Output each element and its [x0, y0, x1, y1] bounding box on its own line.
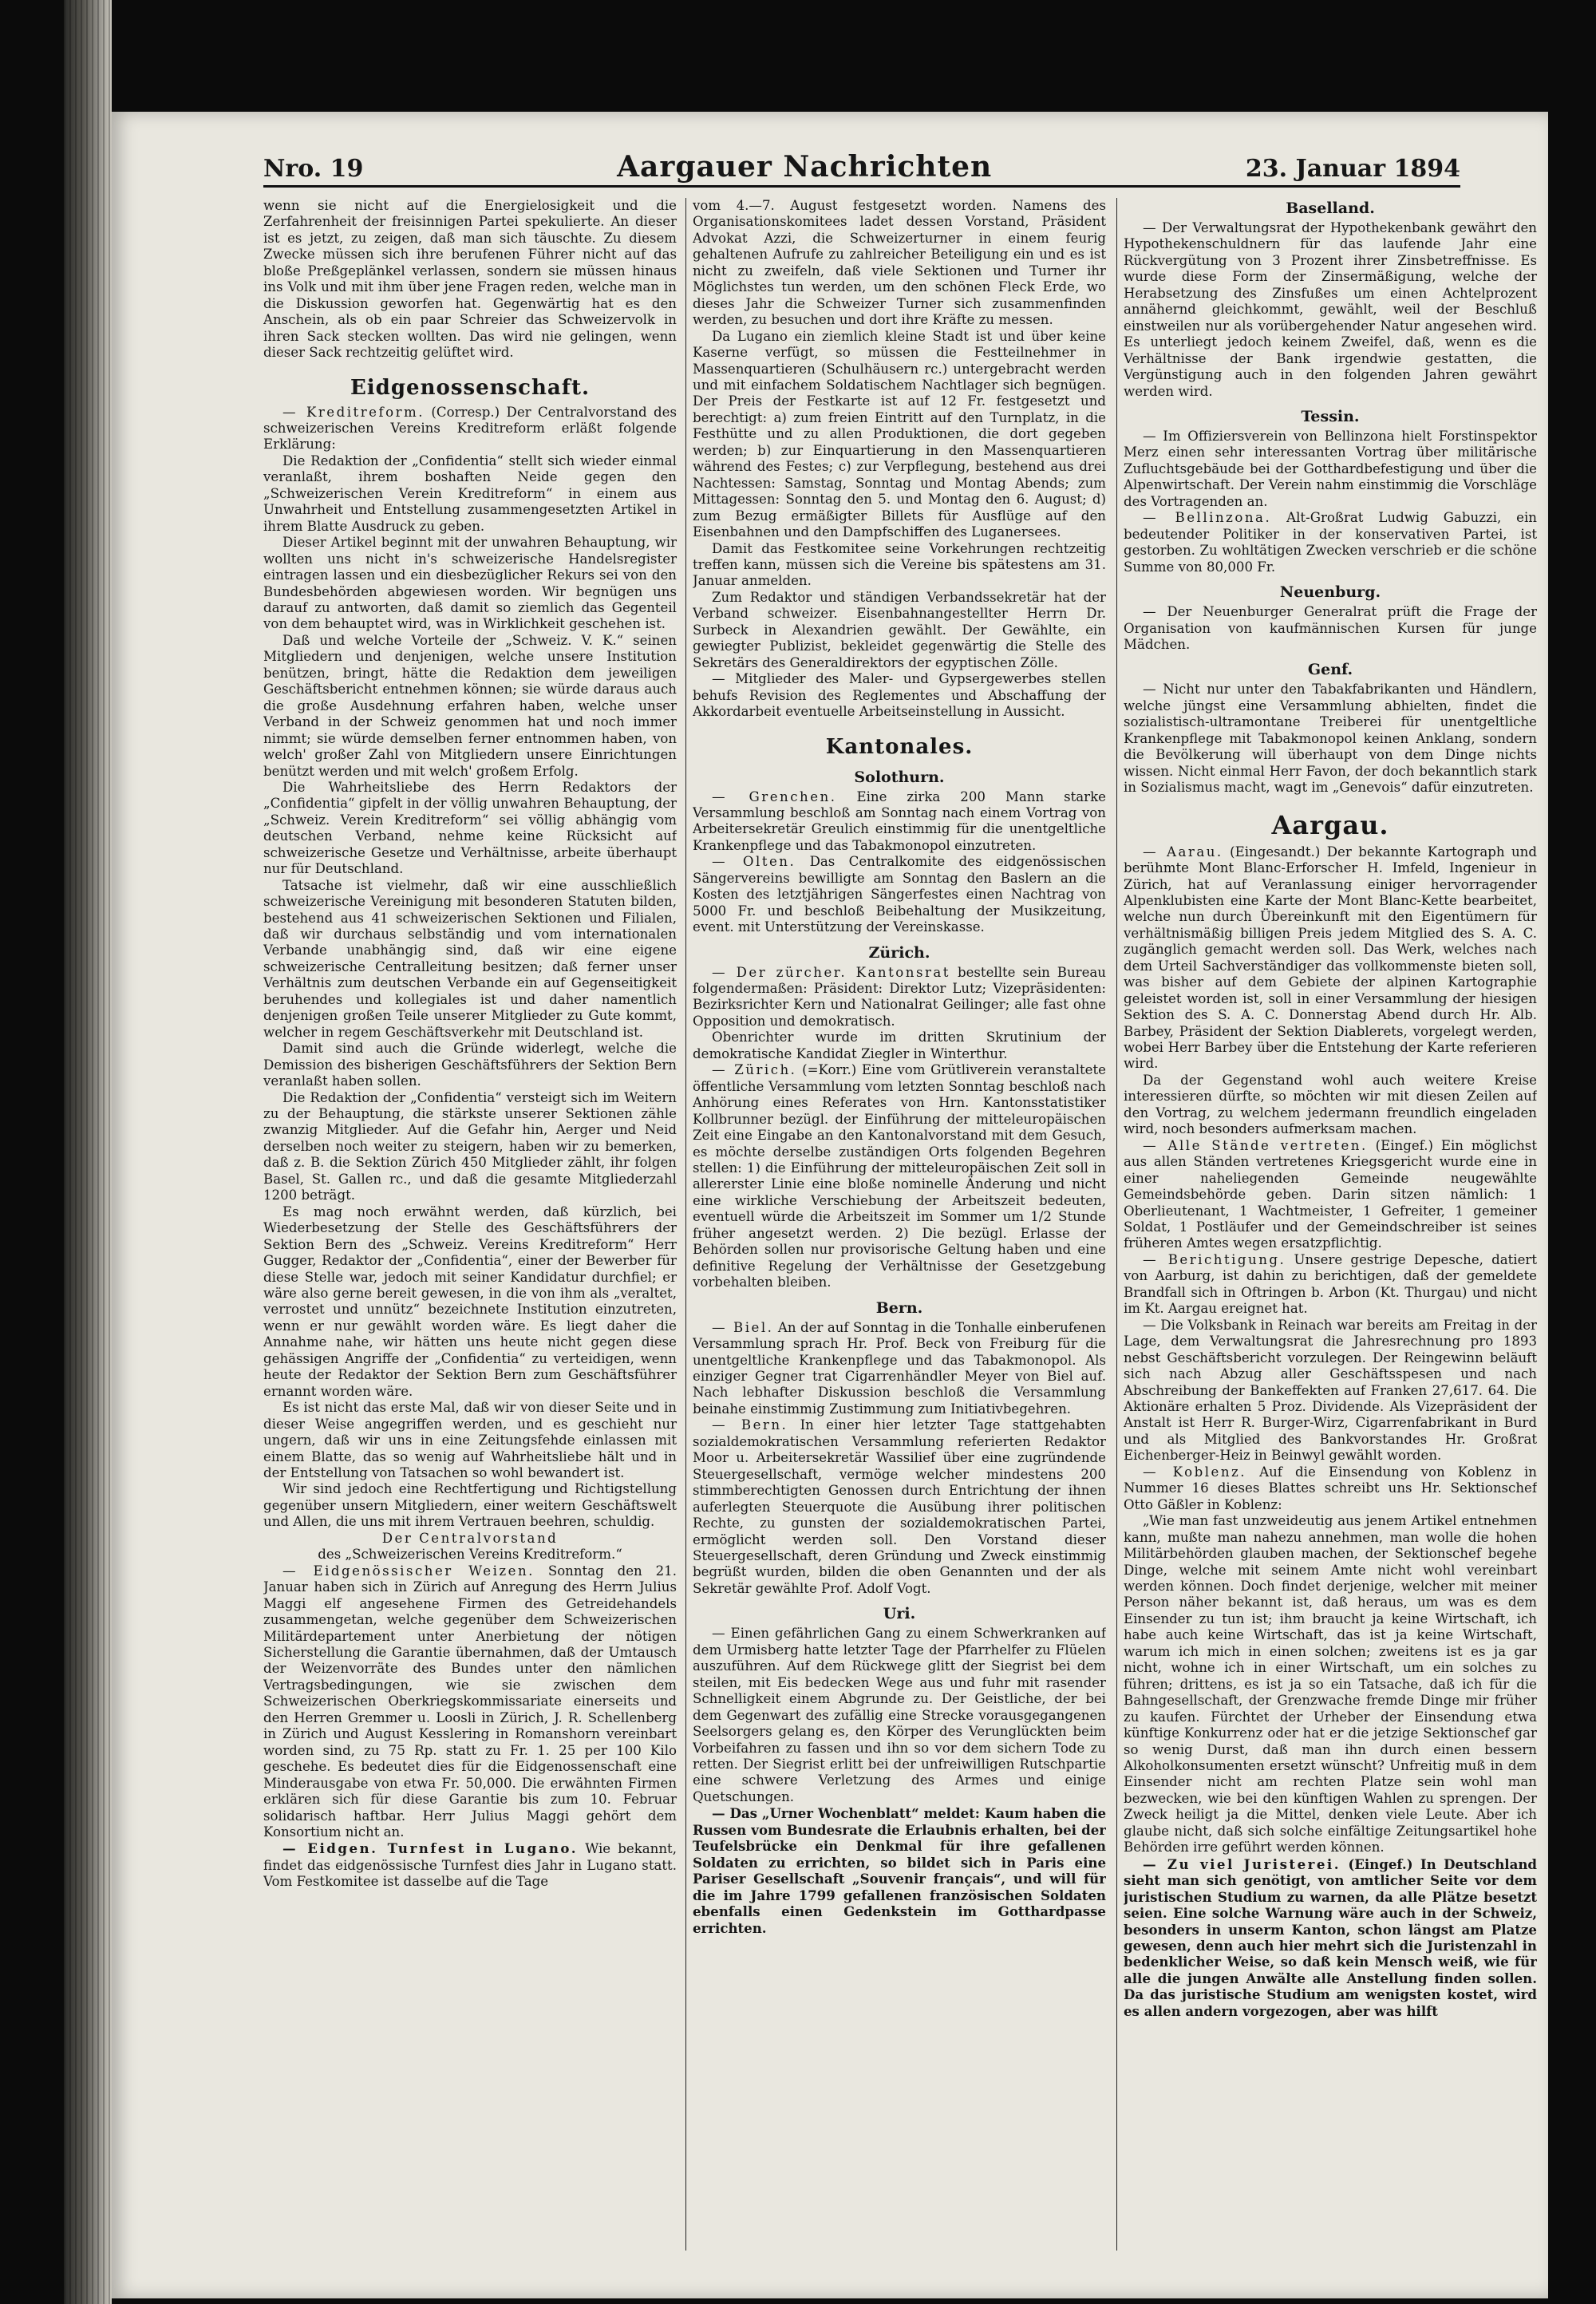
paragraph: — Der zürcher. Kantonsrat bestellte sein Bureau folgendermaßen: Präsident: Direktor Lutz; Vizepräsidenten: Bezirksrichter Kern und Nationalrat Geilinger; alle fast ohne Opposition und demokratisch. — [693, 964, 1106, 1029]
paragraph: — Die Volksbank in Reinach war bereits am Freitag in der Lage, dem Verwaltungsrat die Jahresrechnung pro 1893 nebst Geschäftsbericht vorzulegen. Der Reingewinn beläuft sich nach Abzug aller Geschäftsspesen und nach Abschreibung der Bankeffekten auf Franken 27,617. 64. Die Aktionäre erhalten 5 Proz. Dividende. Als Vizepräsident der Anstalt ist Herr R. Burger-Wirz, Cigarrenfabrikant in Burd und als Mitglied des Bankvorstandes Hr. Großrat Eichenberger-Heiz in Beinwyl gewählt worden. — [1124, 1317, 1537, 1464]
subheading-genf: Genf. — [1307, 661, 1353, 679]
paragraph: — Olten. Das Centralkomite des eidgenössischen Sängervereins bewilligte am Sonntag den Baslern an die Kosten des letztjährigen Sängerfestes einen Nachtrag von 5000 Fr. und beschloß Beibehaltung der Musikzeitung, event. mit Unterstützung der Vereinskasse. — [693, 854, 1106, 935]
subheading-bern: Bern. — [875, 1298, 923, 1317]
paragraph: Dieser Artikel beginnt mit der unwahren Behauptung, wir wollten uns nicht in's schweizerische Handelsregister eintragen lassen und ein diesbezüglicher Rekurs sei von den Bundesbehörden abgewiesen worden. Wir begnügen uns darauf zu antworten, daß damit so ziemlich das Gegenteil von dem behauptet wird, was in Wirklichkeit geschehen ist. — [263, 535, 677, 632]
subheading-neuenburg: Neuenburg. — [1279, 583, 1381, 602]
header-rule — [263, 185, 1460, 188]
paragraph: — Biel. An der auf Sonntag in die Tonhalle einberufenen Versammlung sprach Hr. Prof. Beck von Freiburg für die unentgeltliche Krankenpflege und das Tabakmonopol. Als einziger Gegner trat Cigarrenhändler Meyer von Biel auf. Nach lebhafter Diskussion beschloß die Versammlung beinahe einstimmig Zustimmung zum Initiativbegehren. — [693, 1319, 1106, 1417]
paragraph: „Wie man fast unzweideutig aus jenem Artikel entnehmen kann, mußte man nahezu annehmen, man wolle die hohen Militärbehörden glauben machen, der Sektionschef begehe Dinge, welche mit seinem Amte nicht wohl vereinbart werden können. Doch findet derjenige, welcher mit meiner Person näher bekannt ist, daß heraus, um was es dem Einsender zu tun ist; ihm braucht ja keine Wirtschaft, ich habe auch keine Wirtschaft, das ist ja keine Wirtschaft, warum ich mich in einen solchen; zweitens ist es ja gar nicht, wohne ich in einer Wirtschaft, um ein solches zu führen; drittens, es ist ja so ein Tatsache, daß ich für die Bahngesellschaft, der Grenzwache fremde Dinge mir früher zu kaufen. Fürchtet der Urheber der Einsendung etwa künftige Konkurrenz oder hat er die jetzige Sektionschef gar so wenig Durst, daß man ihn durch einen bessern Alkoholkonsumenten ersetzt wünscht? Unfreitig muß in dem Einsender nicht am rechten Platze sein wohl man bezwecken, wie bei den künftigen Wahlen zu sprengen. Der Zweck heiligt ja die Mittel, denken viele Leute. Aber ich glaube nicht, daß sich solche einfältige Zeitungsartikel hohe Behörden irre geführt werden können. — [1124, 1513, 1537, 1855]
paragraph: — Berichtigung. Unsere gestrige Depesche, datiert von Aarburg, ist dahin zu berichtigen, daß der gemeldete Brandfall sich in Oftringen b. Arbon (Kt. Thurgau) und nicht im Kt. Aargau ereignet hat. — [1124, 1251, 1537, 1317]
paragraph: Da Lugano ein ziemlich kleine Stadt ist und über keine Kaserne verfügt, so müssen die Festteilnehmer in Massenquartieren (Schulhäusern rc.) untergebracht werden und mit einfachem Soldatischem Nachtlager sich begnügen. Der Preis der Festkarte ist auf 12 Fr. festgesetzt und berechtigt: a) zum freien Eintritt auf den Turnplatz, in die Festhütte und zu allen Produktionen, die dort gegeben werden; b) zur Einquartierung in den Massenquartieren während des Festes; c) zur Verpflegung, bestehend aus drei Nachtessen: Samstag, Sonntag und Montag Abends; zum Mittagessen: Sonntag den 5. und Montag den 6. August; d) zum Bezug ermäßigter Billets für Ausflüge auf den Eisenbahnen und den Dampfschiffen des Luganersees. — [693, 328, 1106, 540]
scan-binding-edge — [64, 0, 112, 2304]
paragraph: wenn sie nicht auf die Energielosigkeit und die Zerfahrenheit der freisinnigen Partei spekulierte. An dieser ist es jetzt, zu zeigen, daß man sich täuschte. Zu diesem Zwecke müssen sich ihre berufenen Führer nicht auf das bloße Preßgeplänkel verlassen, sondern sie müssen hinaus ins Volk und mit ihm über jene Fragen reden, welche man in die Diskussion geworfen hat. Gegenwärtig hat es den Anschein, als ob ein paar Schreier das Schweizervolk in ihren Sack stecken wollten. Das wird nie gelingen, wenn dieser Sack rechtzeitig gelüftet wird. — [263, 198, 677, 361]
paragraph: — Kreditreform. (Corresp.) Der Centralvorstand des schweizerischen Vereins Kreditreform erläßt folgende Erklärung: — [263, 404, 677, 453]
paragraph: Damit sind auch die Gründe widerlegt, welche die Demission des bisherigen Geschäftsführers der Sektion Bern veranlaßt haben sollen. — [263, 1041, 677, 1089]
signature-line: Der Centralvorstand — [381, 1530, 559, 1546]
subheading-zuerich: Zürich. — [868, 943, 930, 962]
paragraph: — Alle Stände vertreten. (Eingef.) Ein möglichst aus allen Ständen vertretenes Kriegsgericht wurde eine in einer naheliegenden Gemeinde neugewählte Gemeindsbehörde geben. Darin sitzen nämlich: 1 Oberlieutenant, 1 Wachtmeister, 1 Gefreiter, 1 gemeiner Soldat, 1 Postläufer und der Gemeindschreiber ist seines früheren Amtes wegen ersatzpflichtig. — [1124, 1137, 1537, 1251]
subheading-uri: Uri. — [883, 1605, 916, 1623]
paragraph: Tatsache ist vielmehr, daß wir eine ausschließlich schweizerische Vereinigung mit besonderen Statuten bilden, bestehend aus 41 schweizerischen Sektionen und Filialen, daß wir durchaus selbständig und vom internationalen Verbande unabhängig sind, daß wir eine eigene schweizerische Centralleitung besitzen; daß ferner unser Verhältnis zum deutschen Verbande ein auf Gegenseitigkeit beruhendes und kollegiales ist und daher namentlich denjenigen großen Teile unserer Mitglieder zu Gute kommt, welcher in regem Geschäftsverkehr mit Deutschland ist. — [263, 877, 677, 1040]
paragraph: — Eidgenössischer Weizen. Sonntag den 21. Januar haben sich in Zürich auf Anregung des Herrn Julius Maggi elf angesehene Firmen des Getreidehandels zusammengetan, welche gegenüber dem Schweizerischen Militärdepartement unter Anerbietung der nötigen Sicherstellung die Garantie übernahmen, daß der Umtausch der Weizenvorräte des Bundes unter den nämlichen Vertragsbedingungen, wie sie zwischen dem Schweizerischen Oberkriegskommissariate einerseits und den Herren Gremmer u. Loosli in Zürich, J. R. Schellenberg in Zürich und August Kesslering in Romanshorn vereinbart worden sind, zu 75 Rp. statt zu Fr. 1. 25 per 100 Kilo geschehe. Es bedeutet dies für die Eidgenossenschaft eine Minderausgabe von etwa Fr. 50,000. Die erwähnten Firmen erklären sich für diese Garantie bis zum 10. Februar solidarisch haftbar. Herr Julius Maggi gehört dem Konsortium nicht an. — [263, 1563, 677, 1840]
paragraph: Daß und welche Vorteile der „Schweiz. V. K.“ seinen Mitgliedern und denjenigen, welche unsere Institution benützen, bringt, hätte die Redaktion dem jeweiligen Geschäftsbericht entnehmen können; sie würde daraus auch die große Ausdehnung erfahren haben, welche unser Verband in der Schweiz genommen hat und noch immer nimmt; sie würde demselben ferner entnommen haben, von welch' großer Zahl von Mitgliedern unsere Einrichtungen benützt werden und mit welch' großem Erfolg. — [263, 632, 677, 779]
paragraph: — Nicht nur unter den Tabakfabrikanten und Händlern, welche jüngst eine Versammlung abhielten, findet die sozialistisch-ultramontane Treiberei für unentgeltliche Krankenpflege mit Tabakmonopol keinen Anklang, sondern die Bevölkerung will überhaupt von dem Dinge nichts wissen. Nicht einmal Herr Favon, der doch bekanntlich stark in Sozialismus macht, wagt im „Genevois“ dafür einzutreten. — [1124, 682, 1537, 796]
paragraph: Die Redaktion der „Confidentia“ stellt sich wieder einmal veranlaßt, ihrem boshaften Neide gegen den „Schweizerischen Verein Kreditreform“ in einem aus Unwahrheit und Entstellung zusammengesetzten Artikel in ihrem Blatte Ausdruck zu geben. — [263, 453, 677, 534]
column-2 — [693, 198, 1106, 2251]
paragraph: Da der Gegenstand wohl auch weitere Kreise interessieren dürfte, so möchten wir mit diesen Zeilen auf den Vortrag, zu welchem jedermann freundlich eingeladen wird, noch besonders aufmerksam machen. — [1124, 1072, 1537, 1137]
paragraph: — Zürich. (=Korr.) Eine vom Grütliverein veranstaltete öffentliche Versammlung vom letzten Sonntag beschloß nach Anhörung eines Referates von Hrn. Kantonsstatistiker Kollbrunner bezügl. der Einführung der mitteleuropäischen Zeit eine Eingabe an den Kantonalvorstand mit dem Gesuch, es möchte derselbe zuständigen Orts folgenden Begehren stellen: 1) die Einführung der mitteleuropäischen Zeit soll in allererster Linie eine bloße nominelle Änderung und nicht eine wirkliche Verschiebung der Arbeitszeit bedeuten, eventuell würde die Arbeitszeit im Sommer um 1/2 Stunde früher angesetzt werden. 2) Die bezügl. Erlasse der Behörden sollen nur provisorische Geltung haben und eine definitive Regelung der Verhältnisse der Gesetzgebung vorbehalten bleiben. — [693, 1062, 1106, 1290]
paragraph: Es mag noch erwähnt werden, daß kürzlich, bei Wiederbesetzung der Stelle des Geschäftsführers der Sektion Bern des „Schweiz. Vereins Kreditreform“ Herr Gugger, Redaktor der „Confidentia“, einer der Bewerber für diese Stelle war, jedoch mit seiner Kandidatur durchfiel; er wäre also gerne bereit gewesen, in die von ihm als „veraltet, verrostet und unnütz“ bezeichnete Institution einzutreten, wenn er nur gewählt worden wäre. Es liegt daher die Annahme nahe, wir hätten uns heute nicht gegen diese gehässigen Angriffe der „Confidentia“ zu verteidigen, wenn heute der Redaktor der Sektion Bern zum Geschäftsführer ernannt worden wäre. — [263, 1203, 677, 1399]
newspaper-page — [112, 112, 1548, 2298]
column-3 — [1124, 198, 1537, 2251]
paragraph: — Mitglieder des Maler- und Gypsergewerbes stellen behufs Revision des Reglementes und Abschaffung der Akkordarbeit eventuelle Arbeitseinstellung in Aussicht. — [693, 671, 1106, 720]
paragraph: — Grenchen. Eine zirka 200 Mann starke Versammlung beschloß am Sonntag nach einem Vortrag von Arbeitersekretär Greulich einstimmig für die unentgeltliche Krankenpflege und das Tabakmonopol einzutreten. — [693, 788, 1106, 853]
paragraph: — Bern. In einer hier letzter Tage stattgehabten sozialdemokratischen Versammlung referierten Redaktor Moor u. Arbeitersekretär Wassilief über eine zugründende Steuergesellschaft, vermöge welcher mindestens 200 stimmberechtigten Genossen durch Entrichtung der ihnen auferlegten Steuerquote die Ausübung ihrer politischen Rechte, zu gunsten der sozialdemokratischen Partei, ermöglicht werden soll. Den Vorstand dieser Steuergesellschaft, deren Gründung und Zweck einstimmig begrüßt wurden, bilden die oben Genannten und der als Sekretär gewählte Prof. Adolf Vogt. — [693, 1417, 1106, 1596]
paragraph: — Zu viel Juristerei. (Eingef.) In Deutschland sieht man sich genötigt, von amtlicher Seite vor dem juristischen Studium zu warnen, da alle Plätze besetzt seien. Eine solche Warnung wäre auch in der Schweiz, besonders in unserm Kanton, schon längst am Platze gewesen, denn auch hier mehrt sich die Juristenzahl in bedenklicher Weise, so daß kein Mensch weiß, wie für alle die jungen Anwälte alle Anstellung finden sollen. Da das juristische Studium am wenigsten kostet, wird es allen andern vorgezogen, aber was hilft — [1124, 1855, 1537, 2019]
paragraph: — Das „Urner Wochenblatt“ meldet: Kaum haben die Russen vom Bundesrate die Erlaubnis erhalten, bei der Teufelsbrücke ein Denkmal für ihre gefallenen Soldaten zu errichten, so bildet sich in Paris eine Pariser Gesellschaft „Souvenir français“, und will für die im Jahre 1799 gefallenen französischen Soldaten ebenfalls einen Gedenkstein im Gotthardpasse errichten. — [693, 1805, 1106, 1936]
paragraph: Obenrichter wurde im dritten Skrutinium der demokratische Kandidat Ziegler in Winterthur. — [693, 1029, 1106, 1061]
paragraph: — Der Neuenburger Generalrat prüft die Frage der Organisation von kaufmännischen Kursen für junge Mädchen. — [1124, 604, 1537, 652]
paragraph: — Aarau. (Eingesandt.) Der bekannte Kartograph und berühmte Mont Blanc-Erforscher H. Imfeld, Ingenieur in Zürich, hat auf Veranlassung einiger hervorragender Alpenklubisten eine Karte der Mont Blanc-Kette bearbeitet, welche nun durch Übereinkunft mit den Eigentümern für verhältnismäßig billigen Preis jedem Mitglied des S. A. C. zugänglich gemacht werden soll. Das Werk, welches nach dem Urteil Sachverständiger das vollkommenste bieten soll, was bisher auf dem Gebiete der alpinen Kartographie geleistet worden ist, soll in einer Versammlung der hiesigen Sektion des S. A. C. Donnerstag Abend durch Hr. Alb. Barbey, Präsident der Sektion Diablerets, vorgelegt werden, wobei Herr Barbey über die Entstehung der Karte referieren wird. — [1124, 844, 1537, 1072]
paragraph: — Eidgen. Turnfest in Lugano. Wie bekannt, findet das eidgenössische Turnfest dies Jahr in Lugano statt. Vom Festkomitee ist dasselbe auf die Tage — [263, 1840, 677, 1890]
subheading-solothurn: Solothurn. — [854, 768, 945, 786]
paragraph: — Koblenz. Auf die Einsendung von Koblenz in Nummer 16 dieses Blattes schreibt uns Hr. Sektionschef Otto Gäßler in Koblenz: — [1124, 1464, 1537, 1512]
section-heading-kantonales: Kantonales. — [825, 734, 974, 759]
newspaper-title: Aargauer Nachrichten — [617, 150, 993, 184]
paragraph: Die Wahrheitsliebe des Herrn Redaktors der „Confidentia“ gipfelt in der völlig unwahren Behauptung, der „Schweiz. Verein Kreditreform“ sei völlig abhängig vom deutschen Verband, nehme keine Rücksicht auf schweizerische Gesetze und Verhältnisse, arbeite überhaupt nur für Deutschland. — [263, 779, 677, 877]
paragraph: — Im Offiziersverein von Bellinzona hielt Forstinspektor Merz einen sehr interessanten Vortrag über militärische Zufluchtsgebäude bei der Gotthardbefestigung und über die Alpenwirtschaft. Der Verein nahm einstimmig die Vorschläge des Vortragenden an. — [1124, 428, 1537, 509]
paragraph: Zum Redaktor und ständigen Verbandssekretär hat der Verband schweizer. Eisenbahnangestellter Herrn Dr. Surbeck in Alexandrien gewählt. Der Gewählte, ein gewiegter Publizist, bekleidet gegenwärtig die Stelle des Sekretärs des Generaldirektors der egyptischen Zölle. — [693, 589, 1106, 670]
column-divider-1 — [685, 198, 686, 2251]
paragraph: Die Redaktion der „Confidentia“ versteigt sich im Weitern zu der Behauptung, die stärkste unserer Sektionen zähle zwanzig Mitglieder. Auf die Gefahr hin, Aerger und Neid derselben noch weiter zu steigern, haben wir zu bemerken, daß z. B. die Sektion Zürich 450 Mitglieder zählt, ihr folgen Basel, St. Gallen rc., und daß die gesamte Mitgliederzahl 1200 beträgt. — [263, 1089, 677, 1203]
section-heading-aargau: Aargau. — [1271, 809, 1389, 840]
column-1 — [263, 198, 677, 2251]
column-divider-2 — [1116, 198, 1117, 2251]
subheading-tessin: Tessin. — [1301, 407, 1360, 425]
masthead — [263, 150, 1460, 184]
paragraph: — Bellinzona. Alt-Großrat Ludwig Gabuzzi, ein bedeutender Politiker in der konservativen Partei, ist gestorben. Zu wohltätigen Zwecken verschrieb er die schöne Summe von 80,000 Fr. — [1124, 510, 1537, 575]
paragraph: — Einen gefährlichen Gang zu einem Schwerkranken auf dem Urmisberg hatte letzter Tage der Pfarrhelfer zu Flüelen auszuführen. Auf dem Rückwege glitt der Siegrist bei dem steilen, mit Eis bedecken Wege aus und fuhr mit rasender Schnelligkeit einem Abgrunde zu. Der Geistliche, der bei dem Gegenwart des zufällig eine Strecke vorausgegangenen Seelsorgers gelang es, den Körper des Verunglückten beim Vorbeifahren zu fassen und ihn so vor dem sichern Tode zu retten. Der Siegrist erlitt bei der unfreiwilligen Rutschpartie eine schwere Verletzung des Armes und einige Quetschungen. — [693, 1626, 1106, 1804]
issue-date: 23. Januar 1894 — [1245, 155, 1460, 183]
issue-number: Nro. 19 — [263, 155, 364, 183]
paragraph: vom 4.—7. August festgesetzt worden. Namens des Organisationskomitees ladet dessen Vorstand, Präsident Advokat Azzi, die Schweizerturner in einem feurig gehaltenen Aufrufe zu zahlreicher Beteiligung ein und es ist nicht zu zweifeln, daß viele Sektionen und Turner ihr Möglichstes tun werden, um den schönen Fleck Erde, wo dieses Jahr die Schweizer Turner sich zusammenfinden werden, zu besuchen und dort ihre Kräfte zu messen. — [693, 198, 1106, 328]
paragraph: — Der Verwaltungsrat der Hypothekenbank gewährt den Hypothekenschuldnern für das laufende Jahr eine Rückvergütung von 3 Prozent ihrer Zinsbetreffnisse. Es wurde diese Form der Zinsermäßigung, welche der Herabsetzung des Zinsfußes um einen Achtelprozent annähernd gleichkommt, gewählt, weil der Beschluß einstweilen nur als vorübergehender Natur angesehen wird. Es unterliegt jedoch keinem Zweifel, daß, wenn es die Verhältnisse der Bank irgendwie gestatten, die Vergünstigung auch in den folgenden Jahren gewährt werden wird. — [1124, 220, 1537, 399]
paragraph: Wir sind jedoch eine Rechtfertigung und Richtigstellung gegenüber unsern Mitgliedern, einer weitern Geschäftswelt und Allen, die uns mit ihrem Vertrauen beehren, schuldig. — [263, 1481, 677, 1530]
signature-line: des „Schweizerischen Vereins Kreditreform.“ — [318, 1547, 622, 1563]
paragraph: Damit das Festkomitee seine Vorkehrungen rechtzeitig treffen kann, müssen sich die Vereine bis spätestens am 31. Januar anmelden. — [693, 540, 1106, 589]
section-heading-eidgenossenschaft: Eidgenossenschaft. — [350, 375, 591, 400]
paragraph: Es ist nicht das erste Mal, daß wir von dieser Seite und in dieser Weise angegriffen werden, und es geschieht nur ungern, daß wir uns in eine Zeitungsfehde einlassen mit einem Blatte, das so wenig auf Wahrheitsliebe hält und in der Entstellung von Tatsachen so wohl bewandert ist. — [263, 1400, 677, 1480]
subheading-baselland: Baselland. — [1286, 200, 1375, 217]
